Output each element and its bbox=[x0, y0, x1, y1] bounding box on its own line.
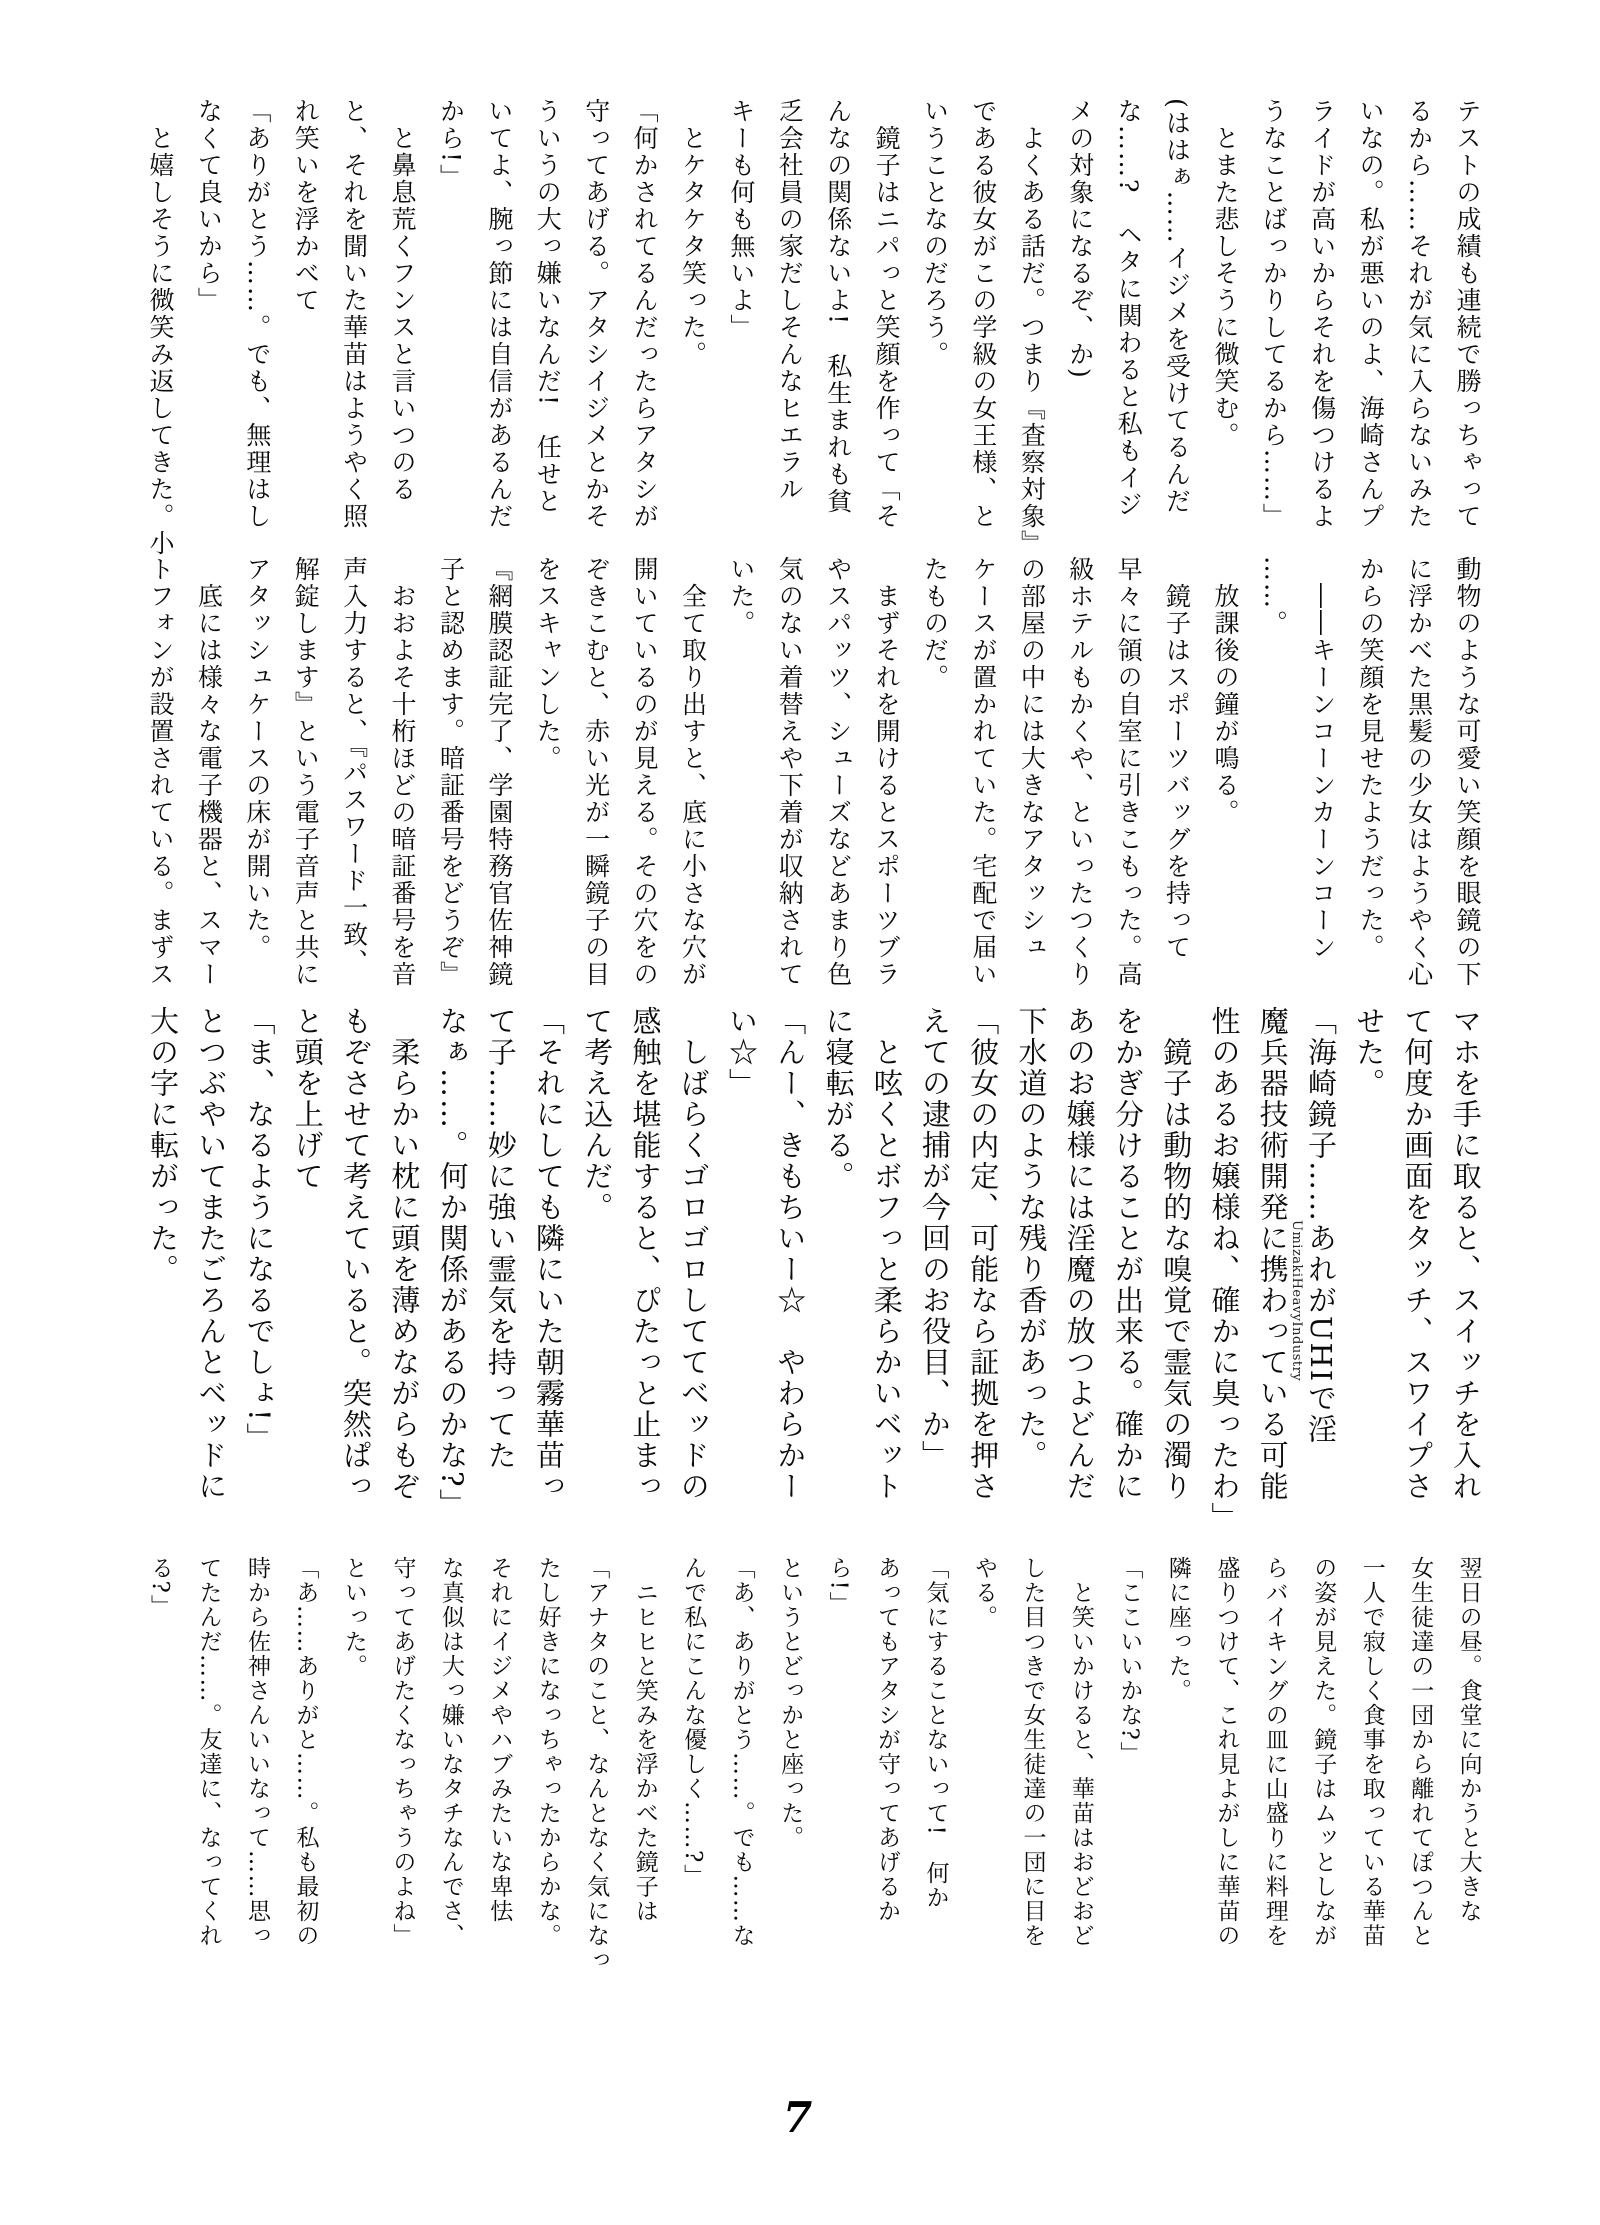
text-column: て子……妙に強い霊気を持ってた bbox=[483, 1006, 518, 1471]
text-column: した目つきで女生徒達の一団に目を bbox=[1019, 1556, 1046, 1948]
text-column: 鏡子はニパっと笑顔を作って「そ bbox=[872, 98, 902, 530]
text-column: の姿が見えた。鏡子はムッとしなが bbox=[1310, 1556, 1337, 1948]
text-column: あってもアタシが守ってあげるか bbox=[874, 1556, 901, 1924]
text-column: 女生徒達の一団から離れてぽつんと bbox=[1407, 1556, 1434, 1948]
text-column: 下水道のような残り香があった。 bbox=[1014, 1006, 1049, 1471]
text-column: よくある話だ。つまり『査察対象』 bbox=[1017, 98, 1047, 557]
text-column: やスパッツ、シューズなどあまり色 bbox=[823, 556, 853, 988]
text-column: あのお嬢様には淫魔の放つよどんだ bbox=[1062, 1006, 1097, 1502]
text-column: うなことばっかりしてるから……」 bbox=[1259, 98, 1289, 530]
text-column: 隣に座った。 bbox=[1164, 1556, 1191, 1703]
text-column: まずそれを開けるとスポーツブラ bbox=[872, 556, 902, 988]
text-column: 底には様々な電子機器と、スマー bbox=[194, 556, 224, 988]
text-column: と呟くとボフっと柔らかいベット bbox=[869, 1006, 904, 1502]
text-column: ら!」 bbox=[825, 1556, 852, 1616]
text-column: 全て取り出すと、底に小さな穴が bbox=[678, 556, 708, 988]
text-column: 「何かされてるんだったらアタシが bbox=[630, 98, 660, 530]
text-column: なくて良いから」 bbox=[194, 98, 224, 314]
text-column: から!」 bbox=[436, 98, 466, 192]
text-column: 守ってあげたくなっちゃうのよね」 bbox=[389, 1556, 416, 1948]
text-column: な……? ヘタに関わると私もイジ bbox=[1114, 98, 1144, 519]
text-column: と頭を上げて bbox=[290, 1006, 325, 1192]
text-column: て何度か画面をタッチ、スワイプさ bbox=[1400, 1006, 1435, 1502]
text-column: いてよ、腕っ節には自信があるんだ bbox=[484, 98, 514, 530]
text-column: いうことなのだろう。 bbox=[920, 98, 950, 368]
text-column: キーも何も無いよ」 bbox=[726, 98, 756, 341]
text-column: 「それにしても隣にいた朝霧華苗っ bbox=[532, 1006, 566, 1502]
text-column: 「あ……ありがと……。私も最初の bbox=[292, 1556, 319, 1948]
text-column: 翌日の昼。食堂に向かうと大きな bbox=[1455, 1556, 1482, 1924]
text-column: 「気にすることないって! 何か bbox=[922, 1556, 949, 1910]
text-column: 開いているのが見える。その穴をの bbox=[630, 556, 660, 988]
text-column: 「ありがとう……。でも、無理はし bbox=[242, 98, 272, 530]
text-column: 感触を堪能すると、ぴたっと止まっ bbox=[628, 1006, 663, 1502]
text-column: れ笑いを浮かべて bbox=[291, 98, 321, 314]
text-column: ういうの大っ嫌いなんだ! 任せと bbox=[533, 98, 563, 516]
text-column: ニヒヒと笑みを浮かべた鏡子は bbox=[631, 1556, 658, 1924]
text-column: なぁ……。何か関係があるのかな?」 bbox=[435, 1006, 470, 1520]
text-column: ぞきこむと、赤い光が一瞬鏡子の目 bbox=[581, 556, 611, 988]
text-column: 性のあるお嬢様ね、確かに臭ったわ」 bbox=[1207, 1006, 1242, 1533]
text-column: るから……それが気に入らないみた bbox=[1404, 98, 1434, 530]
text-column: 盛りつけて、これ見よがしに華苗の bbox=[1213, 1556, 1240, 1948]
text-column: やる。 bbox=[970, 1556, 997, 1630]
text-column: ……。 bbox=[1259, 556, 1289, 637]
text-column: いた。 bbox=[726, 556, 756, 637]
text-column: らバイキングの皿に山盛りに料理を bbox=[1261, 1556, 1288, 1948]
text-column: いなの。私が悪いのよ、海崎さんプ bbox=[1356, 98, 1386, 530]
text-column: な真似は大っ嫌いなタチなんでさ、 bbox=[437, 1556, 464, 1948]
text-column: 動物のような可愛い笑顔を眼鏡の下 bbox=[1452, 556, 1482, 988]
text-column: とつぶやいてまたごろんとベッドに bbox=[194, 1006, 229, 1502]
text-column: をかぎ分けることが出来る。確かに bbox=[1111, 1006, 1145, 1502]
text-column: 魔兵器技術開発に携わっている可能 bbox=[1255, 1006, 1290, 1502]
text-column: 「アナタのこと、なんとなく気になっ bbox=[583, 1556, 610, 1973]
text-column: 大の字に転がった。 bbox=[146, 1006, 180, 1285]
text-column: 「ここいいかな?」 bbox=[1116, 1556, 1143, 1766]
ruby-annotation-uhi: UmizakiHeavyIndustry bbox=[1289, 1220, 1304, 1382]
text-column: 子と認めます。暗証番号をどうぞ』 bbox=[436, 556, 466, 988]
text-column: 鏡子は動物的な嗅覚で霊気の濁り bbox=[1159, 1006, 1194, 1502]
text-column: (ははぁ……イジメを受けてるんだ bbox=[1162, 98, 1192, 515]
text-column: てたんだ……。友達に、なってくれ bbox=[195, 1556, 222, 1948]
text-column: んで私にこんな優しく……?」 bbox=[680, 1556, 707, 1889]
text-column: とまた悲しそうに微笑む。 bbox=[1210, 98, 1240, 449]
text-column: と笑いかけると、華苗はおどおど bbox=[1067, 1556, 1094, 1948]
text-band-2 bbox=[148, 556, 1480, 992]
text-column: とケタケタ笑った。 bbox=[678, 98, 708, 368]
page-number: 7 bbox=[783, 2093, 813, 2142]
text-column: 「ま、なるようになるでしょ!」 bbox=[242, 1006, 277, 1454]
text-column: それにイジメやハブみたいな卑怯 bbox=[486, 1556, 513, 1924]
text-column: 守ってあげる。アタシイジメとかそ bbox=[581, 98, 611, 530]
text-column: えての逮捕が今回のお役目、か」 bbox=[918, 1006, 952, 1471]
text-column: 放課後の鐘が鳴る。 bbox=[1210, 556, 1240, 826]
text-column: 『網膜認証完了、学園特務官佐神鏡 bbox=[484, 556, 514, 988]
text-column: ライドが高いからそれを傷つけるよ bbox=[1307, 98, 1337, 530]
text-column: 鏡子はスポーツバッグを持って bbox=[1162, 556, 1192, 961]
text-column: と鼻息荒くフンスと言いつのる bbox=[388, 98, 418, 503]
text-column: んなの関係ないよ! 私生まれも貧 bbox=[823, 98, 853, 516]
text-column: からの笑顔を見せたようだった。 bbox=[1356, 556, 1386, 961]
text-column: る?」 bbox=[147, 1556, 173, 1619]
text-column: テストの成績も連続で勝っちゃって bbox=[1452, 98, 1482, 530]
text-column: に寝転がる。 bbox=[821, 1006, 856, 1192]
text-column: い☆」 bbox=[725, 1006, 759, 1099]
text-column: である彼女がこの学級の女王様、と bbox=[968, 98, 998, 530]
text-column: 気のない着替えや下着が収納されて bbox=[775, 556, 805, 988]
text-column: 「海崎鏡子……あれがUHIで淫 bbox=[1304, 1006, 1338, 1446]
text-column: の部屋の中には大きなアタッシュ bbox=[1017, 556, 1047, 961]
text-column: 「んー、きもちいー☆ やわらかー bbox=[773, 1006, 808, 1502]
text-band-3 bbox=[146, 1006, 1483, 1533]
text-column: ケースが置かれていた。宅配で届い bbox=[968, 556, 998, 988]
text-column: トフォンが設置されている。まずス bbox=[146, 556, 175, 988]
text-column: 「彼女の内定、可能なら証拠を押さ bbox=[966, 1006, 1001, 1502]
text-column: に浮かべた黒髪の少女はようやく心 bbox=[1404, 556, 1434, 988]
text-column: おおよそ十桁ほどの暗証番号を音 bbox=[388, 556, 418, 988]
text-column: て考え込んだ。 bbox=[580, 1006, 615, 1223]
text-column: ――キーンコーンカーンコーン bbox=[1307, 556, 1337, 961]
text-column: をスキャンした。 bbox=[533, 556, 563, 772]
text-column: といった。 bbox=[340, 1556, 367, 1679]
text-column: メの対象になるぞ、か) bbox=[1065, 98, 1095, 380]
text-column: 級ホテルもかくや、といったつくり bbox=[1065, 556, 1095, 988]
text-band-4 bbox=[147, 1556, 1482, 1973]
text-column: しばらくゴロゴロしててベッドの bbox=[676, 1006, 711, 1502]
text-column: たものだ。 bbox=[920, 556, 950, 691]
text-column: 声入力すると、『パスワード一致、 bbox=[339, 556, 369, 976]
text-column: 乏会社員の家だしそんなヒエラル bbox=[775, 98, 805, 503]
text-column: というとどっかと座った。 bbox=[777, 1556, 804, 1850]
text-column: 時から佐神さんいいなって……思っ bbox=[243, 1556, 270, 1948]
text-column: と、それを聞いた華苗はようやく照 bbox=[339, 98, 369, 530]
text-column: たし好きになっちゃったからかな。 bbox=[534, 1556, 561, 1948]
text-column: せた。 bbox=[1352, 1006, 1387, 1099]
text-column: 一人で寂しく食事を取っている華苗 bbox=[1358, 1556, 1385, 1948]
text-column: と嬉しそうに微笑み返してきた。小 bbox=[146, 98, 175, 557]
text-column: アタッシュケースの床が開いた。 bbox=[242, 556, 272, 961]
text-band-1 bbox=[146, 98, 1482, 557]
text-column: 「あ、ありがとう……。でも……な bbox=[728, 1556, 755, 1948]
text-column: 早々に領の自室に引きこもった。高 bbox=[1114, 556, 1144, 988]
text-column: もぞさせて考えていると。突然ぱっ bbox=[339, 1006, 373, 1502]
text-column: マホを手に取ると、スイッチを入れ bbox=[1448, 1006, 1483, 1502]
text-column: 解錠します』という電子音声と共に bbox=[291, 556, 321, 988]
text-column: 柔らかい枕に頭を薄めながらもぞ bbox=[387, 1006, 422, 1502]
